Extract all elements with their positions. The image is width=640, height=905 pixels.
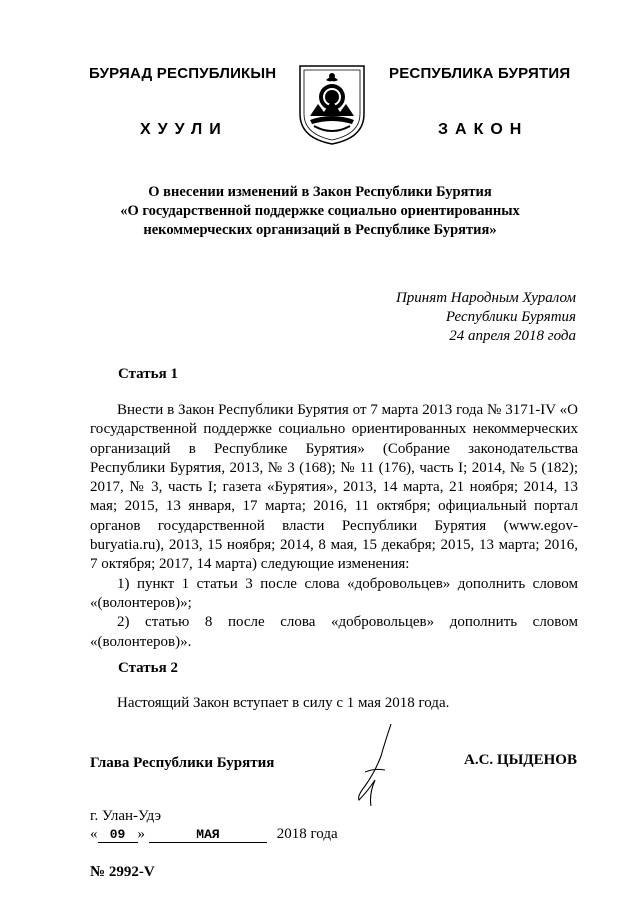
date-month: МАЯ	[149, 827, 267, 843]
article-1-body	[90, 401, 578, 652]
city: г. Улан-Удэ	[90, 808, 162, 824]
date-year: 2018 года	[276, 826, 338, 842]
adopted-line-3: 24 апреля 2018 года	[449, 328, 576, 344]
adopted-line-1: Принят Народным Хуралом	[395, 290, 576, 306]
handwritten-signature	[345, 722, 405, 812]
signatory-position: Глава Республики Бурятия	[90, 755, 275, 771]
header-left-top: БУРЯАД РЕСПУБЛИКЫН	[89, 65, 277, 82]
date-line	[90, 826, 338, 843]
signatory-name: А.С. ЦЫДЕНОВ	[464, 752, 577, 768]
title-line-1: О внесении изменений в Закон Республики Бурятия	[148, 184, 492, 200]
header-left-bottom: ХУУЛИ	[140, 121, 228, 138]
date-quote-close: »	[137, 826, 145, 842]
article-2-body	[90, 694, 578, 713]
article-1-item-1: 1) пункт 1 статьи 3 после слова «добровольцев» дополнить словом «(волонтеров)»;	[90, 575, 578, 611]
header-right-bottom: ЗАКОН	[438, 121, 529, 138]
date-quote-open: «	[90, 826, 98, 842]
title-line-2: «О государственной поддержке социально ориентированных	[120, 203, 520, 219]
header-right-top: РЕСПУБЛИКА БУРЯТИЯ	[389, 65, 571, 82]
article-1-heading: Статья 1	[118, 366, 178, 382]
title-line-3: некоммерческих организаций в Республике Бурятия»	[143, 222, 497, 238]
article-1-intro: Внести в Закон Республики Бурятия от 7 марта 2013 года № 3171-IV «О государственной поддержке социально ориентированных некоммерческих организаций в Республике Бурятия» (Собрание законодательства Республики Бурятия, 2013, № 3 (168); № 11 (176), часть I; 2014, № 5 (182); 2017, № 3, часть I; газета «Бурятия», 2013, 14 марта, 21 ноября; 2014, 13 мая; 2015, 13 января, 17 марта; 2016, 11 октября; официальный портал органов государственной власти Республики Бурятия (www.egov-buryatia.ru), 2013, 15 ноября; 2014, 8 мая, 15 декабря; 2015, 13 марта; 2016, 7 октября; 2017, 14 марта) следующие изменения:	[90, 402, 578, 573]
article-1-item-2: 2) статью 8 после слова «добровольцев» дополнить словом «(волонтеров)».	[90, 614, 578, 650]
law-number: № 2992-V	[90, 864, 155, 880]
article-2-heading: Статья 2	[118, 660, 178, 676]
date-day: 09	[98, 827, 138, 843]
article-2-text: Настоящий Закон вступает в силу с 1 мая 2018 года.	[117, 695, 450, 711]
adopted-line-2: Республики Бурятия	[445, 309, 576, 325]
coat-of-arms-icon	[296, 64, 368, 146]
